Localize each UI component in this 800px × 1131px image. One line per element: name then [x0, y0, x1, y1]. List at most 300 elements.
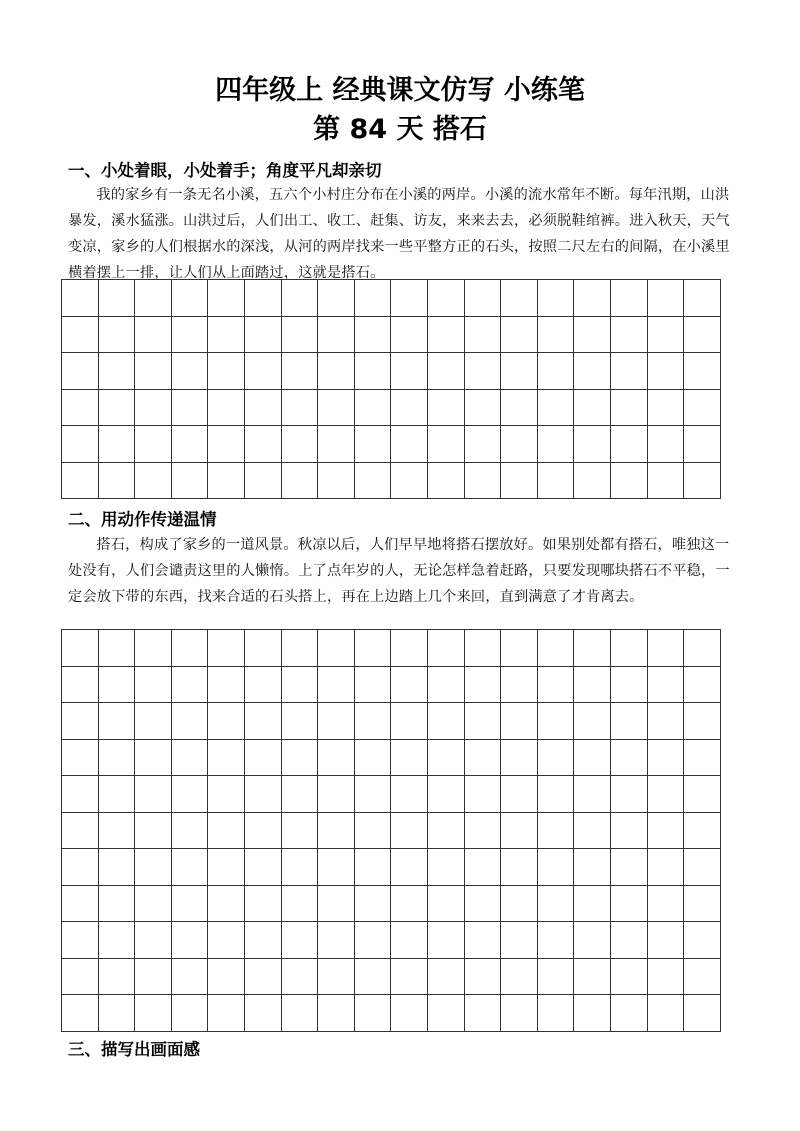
- grid-cell[interactable]: [355, 390, 392, 427]
- grid-cell[interactable]: [428, 995, 465, 1032]
- grid-cell[interactable]: [172, 630, 209, 667]
- grid-cell[interactable]: [282, 849, 319, 886]
- grid-cell[interactable]: [245, 886, 282, 923]
- grid-cell[interactable]: [684, 667, 721, 704]
- grid-cell[interactable]: [99, 353, 136, 390]
- grid-cell[interactable]: [391, 667, 428, 704]
- grid-cell[interactable]: [428, 959, 465, 996]
- grid-cell[interactable]: [318, 463, 355, 500]
- grid-cell[interactable]: [99, 740, 136, 777]
- grid-cell[interactable]: [465, 667, 502, 704]
- grid-cell[interactable]: [282, 426, 319, 463]
- grid-cell[interactable]: [208, 740, 245, 777]
- grid-cell[interactable]: [208, 280, 245, 317]
- grid-cell[interactable]: [684, 886, 721, 923]
- grid-cell[interactable]: [62, 667, 99, 704]
- grid-cell[interactable]: [501, 922, 538, 959]
- grid-cell[interactable]: [172, 849, 209, 886]
- grid-cell[interactable]: [318, 353, 355, 390]
- grid-cell[interactable]: [355, 776, 392, 813]
- grid-cell[interactable]: [611, 740, 648, 777]
- grid-cell[interactable]: [574, 353, 611, 390]
- grid-cell[interactable]: [538, 353, 575, 390]
- grid-cell[interactable]: [574, 426, 611, 463]
- grid-cell[interactable]: [99, 776, 136, 813]
- grid-cell[interactable]: [62, 630, 99, 667]
- grid-cell[interactable]: [538, 390, 575, 427]
- grid-cell[interactable]: [172, 667, 209, 704]
- grid-cell[interactable]: [282, 959, 319, 996]
- grid-cell[interactable]: [684, 740, 721, 777]
- grid-cell[interactable]: [538, 740, 575, 777]
- grid-cell[interactable]: [355, 630, 392, 667]
- grid-cell[interactable]: [428, 317, 465, 354]
- grid-cell[interactable]: [245, 463, 282, 500]
- grid-cell[interactable]: [62, 280, 99, 317]
- grid-cell[interactable]: [684, 317, 721, 354]
- grid-cell[interactable]: [611, 703, 648, 740]
- grid-cell[interactable]: [62, 463, 99, 500]
- grid-cell[interactable]: [355, 740, 392, 777]
- grid-cell[interactable]: [391, 630, 428, 667]
- grid-cell[interactable]: [538, 630, 575, 667]
- grid-cell[interactable]: [611, 667, 648, 704]
- grid-cell[interactable]: [574, 630, 611, 667]
- grid-cell[interactable]: [574, 959, 611, 996]
- grid-cell[interactable]: [648, 813, 685, 850]
- grid-cell[interactable]: [245, 740, 282, 777]
- grid-cell[interactable]: [391, 849, 428, 886]
- grid-cell[interactable]: [428, 849, 465, 886]
- grid-cell[interactable]: [355, 426, 392, 463]
- grid-cell[interactable]: [208, 995, 245, 1032]
- grid-cell[interactable]: [172, 317, 209, 354]
- grid-cell[interactable]: [208, 959, 245, 996]
- grid-cell[interactable]: [318, 813, 355, 850]
- grid-cell[interactable]: [318, 390, 355, 427]
- grid-cell[interactable]: [391, 959, 428, 996]
- grid-cell[interactable]: [99, 630, 136, 667]
- grid-cell[interactable]: [135, 959, 172, 996]
- grid-cell[interactable]: [611, 463, 648, 500]
- grid-cell[interactable]: [501, 390, 538, 427]
- grid-cell[interactable]: [245, 849, 282, 886]
- grid-cell[interactable]: [611, 630, 648, 667]
- grid-cell[interactable]: [99, 667, 136, 704]
- grid-cell[interactable]: [391, 922, 428, 959]
- grid-cell[interactable]: [501, 353, 538, 390]
- grid-cell[interactable]: [538, 813, 575, 850]
- grid-cell[interactable]: [428, 740, 465, 777]
- grid-cell[interactable]: [465, 353, 502, 390]
- grid-cell[interactable]: [538, 667, 575, 704]
- grid-cell[interactable]: [135, 426, 172, 463]
- grid-cell[interactable]: [465, 463, 502, 500]
- grid-cell[interactable]: [208, 463, 245, 500]
- grid-cell[interactable]: [501, 740, 538, 777]
- grid-cell[interactable]: [208, 667, 245, 704]
- grid-cell[interactable]: [62, 995, 99, 1032]
- grid-cell[interactable]: [282, 280, 319, 317]
- grid-cell[interactable]: [282, 922, 319, 959]
- grid-cell[interactable]: [574, 317, 611, 354]
- grid-cell[interactable]: [245, 317, 282, 354]
- writing-grid-1[interactable]: [61, 279, 721, 499]
- grid-cell[interactable]: [574, 703, 611, 740]
- grid-cell[interactable]: [172, 995, 209, 1032]
- grid-cell[interactable]: [245, 667, 282, 704]
- grid-cell[interactable]: [391, 813, 428, 850]
- grid-cell[interactable]: [428, 667, 465, 704]
- grid-cell[interactable]: [62, 776, 99, 813]
- grid-cell[interactable]: [538, 280, 575, 317]
- grid-cell[interactable]: [282, 776, 319, 813]
- grid-cell[interactable]: [538, 922, 575, 959]
- grid-cell[interactable]: [245, 995, 282, 1032]
- grid-cell[interactable]: [245, 703, 282, 740]
- grid-cell[interactable]: [62, 426, 99, 463]
- grid-cell[interactable]: [465, 740, 502, 777]
- grid-cell[interactable]: [428, 426, 465, 463]
- grid-cell[interactable]: [245, 426, 282, 463]
- grid-cell[interactable]: [99, 703, 136, 740]
- grid-cell[interactable]: [135, 703, 172, 740]
- grid-cell[interactable]: [172, 959, 209, 996]
- grid-cell[interactable]: [648, 426, 685, 463]
- grid-cell[interactable]: [611, 353, 648, 390]
- grid-cell[interactable]: [428, 922, 465, 959]
- grid-cell[interactable]: [99, 886, 136, 923]
- grid-cell[interactable]: [465, 703, 502, 740]
- grid-cell[interactable]: [62, 317, 99, 354]
- grid-cell[interactable]: [62, 849, 99, 886]
- grid-cell[interactable]: [648, 740, 685, 777]
- grid-cell[interactable]: [135, 813, 172, 850]
- grid-cell[interactable]: [611, 959, 648, 996]
- grid-cell[interactable]: [391, 426, 428, 463]
- grid-cell[interactable]: [648, 353, 685, 390]
- grid-cell[interactable]: [282, 317, 319, 354]
- grid-cell[interactable]: [62, 959, 99, 996]
- grid-cell[interactable]: [391, 995, 428, 1032]
- grid-cell[interactable]: [465, 280, 502, 317]
- grid-cell[interactable]: [538, 849, 575, 886]
- grid-cell[interactable]: [684, 849, 721, 886]
- grid-cell[interactable]: [574, 813, 611, 850]
- grid-cell[interactable]: [465, 390, 502, 427]
- grid-cell[interactable]: [62, 703, 99, 740]
- grid-cell[interactable]: [99, 995, 136, 1032]
- grid-cell[interactable]: [99, 959, 136, 996]
- grid-cell[interactable]: [684, 959, 721, 996]
- grid-cell[interactable]: [465, 995, 502, 1032]
- grid-cell[interactable]: [648, 776, 685, 813]
- grid-cell[interactable]: [135, 776, 172, 813]
- grid-cell[interactable]: [208, 703, 245, 740]
- grid-cell[interactable]: [355, 922, 392, 959]
- grid-cell[interactable]: [172, 740, 209, 777]
- grid-cell[interactable]: [574, 922, 611, 959]
- grid-cell[interactable]: [318, 317, 355, 354]
- grid-cell[interactable]: [391, 740, 428, 777]
- grid-cell[interactable]: [538, 703, 575, 740]
- grid-cell[interactable]: [318, 740, 355, 777]
- grid-cell[interactable]: [172, 426, 209, 463]
- grid-cell[interactable]: [172, 390, 209, 427]
- grid-cell[interactable]: [684, 922, 721, 959]
- grid-cell[interactable]: [648, 667, 685, 704]
- grid-cell[interactable]: [538, 317, 575, 354]
- grid-cell[interactable]: [282, 886, 319, 923]
- grid-cell[interactable]: [611, 886, 648, 923]
- grid-cell[interactable]: [648, 922, 685, 959]
- grid-cell[interactable]: [684, 280, 721, 317]
- grid-cell[interactable]: [501, 703, 538, 740]
- writing-grid-2[interactable]: [61, 629, 721, 1032]
- grid-cell[interactable]: [574, 280, 611, 317]
- grid-cell[interactable]: [428, 463, 465, 500]
- grid-cell[interactable]: [135, 667, 172, 704]
- grid-cell[interactable]: [135, 995, 172, 1032]
- grid-cell[interactable]: [62, 922, 99, 959]
- grid-cell[interactable]: [648, 703, 685, 740]
- grid-cell[interactable]: [648, 995, 685, 1032]
- grid-cell[interactable]: [318, 667, 355, 704]
- grid-cell[interactable]: [428, 703, 465, 740]
- grid-cell[interactable]: [245, 390, 282, 427]
- grid-cell[interactable]: [99, 426, 136, 463]
- grid-cell[interactable]: [684, 353, 721, 390]
- grid-cell[interactable]: [465, 426, 502, 463]
- grid-cell[interactable]: [355, 353, 392, 390]
- grid-cell[interactable]: [648, 849, 685, 886]
- grid-cell[interactable]: [282, 390, 319, 427]
- grid-cell[interactable]: [391, 886, 428, 923]
- grid-cell[interactable]: [62, 353, 99, 390]
- grid-cell[interactable]: [208, 776, 245, 813]
- grid-cell[interactable]: [648, 630, 685, 667]
- grid-cell[interactable]: [648, 959, 685, 996]
- grid-cell[interactable]: [135, 463, 172, 500]
- grid-cell[interactable]: [391, 390, 428, 427]
- grid-cell[interactable]: [465, 317, 502, 354]
- grid-cell[interactable]: [501, 776, 538, 813]
- grid-cell[interactable]: [684, 463, 721, 500]
- grid-cell[interactable]: [135, 849, 172, 886]
- grid-cell[interactable]: [611, 390, 648, 427]
- grid-cell[interactable]: [355, 813, 392, 850]
- grid-cell[interactable]: [501, 886, 538, 923]
- grid-cell[interactable]: [318, 959, 355, 996]
- grid-cell[interactable]: [428, 886, 465, 923]
- grid-cell[interactable]: [355, 463, 392, 500]
- grid-cell[interactable]: [172, 922, 209, 959]
- grid-cell[interactable]: [135, 317, 172, 354]
- grid-cell[interactable]: [318, 426, 355, 463]
- grid-cell[interactable]: [135, 630, 172, 667]
- grid-cell[interactable]: [428, 353, 465, 390]
- grid-cell[interactable]: [611, 995, 648, 1032]
- grid-cell[interactable]: [538, 995, 575, 1032]
- grid-cell[interactable]: [318, 630, 355, 667]
- grid-cell[interactable]: [501, 995, 538, 1032]
- grid-cell[interactable]: [62, 390, 99, 427]
- grid-cell[interactable]: [574, 776, 611, 813]
- grid-cell[interactable]: [428, 776, 465, 813]
- grid-cell[interactable]: [574, 849, 611, 886]
- grid-cell[interactable]: [465, 922, 502, 959]
- grid-cell[interactable]: [318, 922, 355, 959]
- grid-cell[interactable]: [501, 667, 538, 704]
- grid-cell[interactable]: [684, 813, 721, 850]
- grid-cell[interactable]: [172, 776, 209, 813]
- grid-cell[interactable]: [172, 353, 209, 390]
- grid-cell[interactable]: [282, 353, 319, 390]
- grid-cell[interactable]: [282, 740, 319, 777]
- grid-cell[interactable]: [62, 813, 99, 850]
- grid-cell[interactable]: [684, 776, 721, 813]
- grid-cell[interactable]: [318, 995, 355, 1032]
- grid-cell[interactable]: [574, 390, 611, 427]
- grid-cell[interactable]: [684, 390, 721, 427]
- grid-cell[interactable]: [318, 886, 355, 923]
- grid-cell[interactable]: [428, 280, 465, 317]
- grid-cell[interactable]: [62, 886, 99, 923]
- grid-cell[interactable]: [574, 463, 611, 500]
- grid-cell[interactable]: [465, 886, 502, 923]
- grid-cell[interactable]: [391, 280, 428, 317]
- grid-cell[interactable]: [501, 959, 538, 996]
- grid-cell[interactable]: [99, 280, 136, 317]
- grid-cell[interactable]: [208, 922, 245, 959]
- grid-cell[interactable]: [501, 849, 538, 886]
- grid-cell[interactable]: [648, 317, 685, 354]
- grid-cell[interactable]: [172, 703, 209, 740]
- grid-cell[interactable]: [501, 317, 538, 354]
- grid-cell[interactable]: [245, 280, 282, 317]
- grid-cell[interactable]: [501, 280, 538, 317]
- grid-cell[interactable]: [318, 703, 355, 740]
- grid-cell[interactable]: [282, 463, 319, 500]
- grid-cell[interactable]: [208, 849, 245, 886]
- grid-cell[interactable]: [538, 886, 575, 923]
- grid-cell[interactable]: [172, 463, 209, 500]
- grid-cell[interactable]: [648, 390, 685, 427]
- grid-cell[interactable]: [99, 922, 136, 959]
- grid-cell[interactable]: [208, 886, 245, 923]
- grid-cell[interactable]: [538, 959, 575, 996]
- grid-cell[interactable]: [355, 849, 392, 886]
- grid-cell[interactable]: [648, 886, 685, 923]
- grid-cell[interactable]: [574, 667, 611, 704]
- grid-cell[interactable]: [355, 667, 392, 704]
- grid-cell[interactable]: [355, 703, 392, 740]
- grid-cell[interactable]: [245, 776, 282, 813]
- grid-cell[interactable]: [465, 813, 502, 850]
- grid-cell[interactable]: [208, 813, 245, 850]
- grid-cell[interactable]: [574, 995, 611, 1032]
- grid-cell[interactable]: [391, 353, 428, 390]
- grid-cell[interactable]: [428, 390, 465, 427]
- grid-cell[interactable]: [99, 849, 136, 886]
- grid-cell[interactable]: [391, 463, 428, 500]
- grid-cell[interactable]: [648, 280, 685, 317]
- grid-cell[interactable]: [172, 813, 209, 850]
- grid-cell[interactable]: [684, 630, 721, 667]
- grid-cell[interactable]: [611, 813, 648, 850]
- grid-cell[interactable]: [135, 280, 172, 317]
- grid-cell[interactable]: [245, 813, 282, 850]
- grid-cell[interactable]: [282, 703, 319, 740]
- grid-cell[interactable]: [611, 426, 648, 463]
- grid-cell[interactable]: [135, 740, 172, 777]
- grid-cell[interactable]: [135, 390, 172, 427]
- grid-cell[interactable]: [684, 426, 721, 463]
- grid-cell[interactable]: [282, 667, 319, 704]
- grid-cell[interactable]: [501, 813, 538, 850]
- grid-cell[interactable]: [245, 959, 282, 996]
- grid-cell[interactable]: [611, 317, 648, 354]
- grid-cell[interactable]: [282, 630, 319, 667]
- grid-cell[interactable]: [172, 886, 209, 923]
- grid-cell[interactable]: [611, 922, 648, 959]
- grid-cell[interactable]: [391, 317, 428, 354]
- grid-cell[interactable]: [135, 922, 172, 959]
- grid-cell[interactable]: [208, 426, 245, 463]
- grid-cell[interactable]: [99, 463, 136, 500]
- grid-cell[interactable]: [282, 995, 319, 1032]
- grid-cell[interactable]: [465, 959, 502, 996]
- grid-cell[interactable]: [574, 740, 611, 777]
- grid-cell[interactable]: [611, 776, 648, 813]
- grid-cell[interactable]: [318, 849, 355, 886]
- grid-cell[interactable]: [355, 959, 392, 996]
- grid-cell[interactable]: [355, 886, 392, 923]
- grid-cell[interactable]: [611, 280, 648, 317]
- grid-cell[interactable]: [355, 280, 392, 317]
- grid-cell[interactable]: [391, 776, 428, 813]
- grid-cell[interactable]: [465, 776, 502, 813]
- grid-cell[interactable]: [208, 630, 245, 667]
- grid-cell[interactable]: [245, 922, 282, 959]
- grid-cell[interactable]: [465, 849, 502, 886]
- grid-cell[interactable]: [538, 463, 575, 500]
- grid-cell[interactable]: [465, 630, 502, 667]
- grid-cell[interactable]: [135, 353, 172, 390]
- grid-cell[interactable]: [245, 353, 282, 390]
- grid-cell[interactable]: [62, 740, 99, 777]
- grid-cell[interactable]: [391, 703, 428, 740]
- grid-cell[interactable]: [501, 426, 538, 463]
- grid-cell[interactable]: [574, 886, 611, 923]
- grid-cell[interactable]: [648, 463, 685, 500]
- grid-cell[interactable]: [208, 390, 245, 427]
- grid-cell[interactable]: [135, 886, 172, 923]
- grid-cell[interactable]: [208, 317, 245, 354]
- grid-cell[interactable]: [355, 317, 392, 354]
- grid-cell[interactable]: [538, 776, 575, 813]
- grid-cell[interactable]: [501, 630, 538, 667]
- grid-cell[interactable]: [684, 703, 721, 740]
- grid-cell[interactable]: [355, 995, 392, 1032]
- grid-cell[interactable]: [99, 390, 136, 427]
- grid-cell[interactable]: [318, 280, 355, 317]
- grid-cell[interactable]: [99, 813, 136, 850]
- grid-cell[interactable]: [501, 463, 538, 500]
- grid-cell[interactable]: [172, 280, 209, 317]
- grid-cell[interactable]: [538, 426, 575, 463]
- grid-cell[interactable]: [428, 630, 465, 667]
